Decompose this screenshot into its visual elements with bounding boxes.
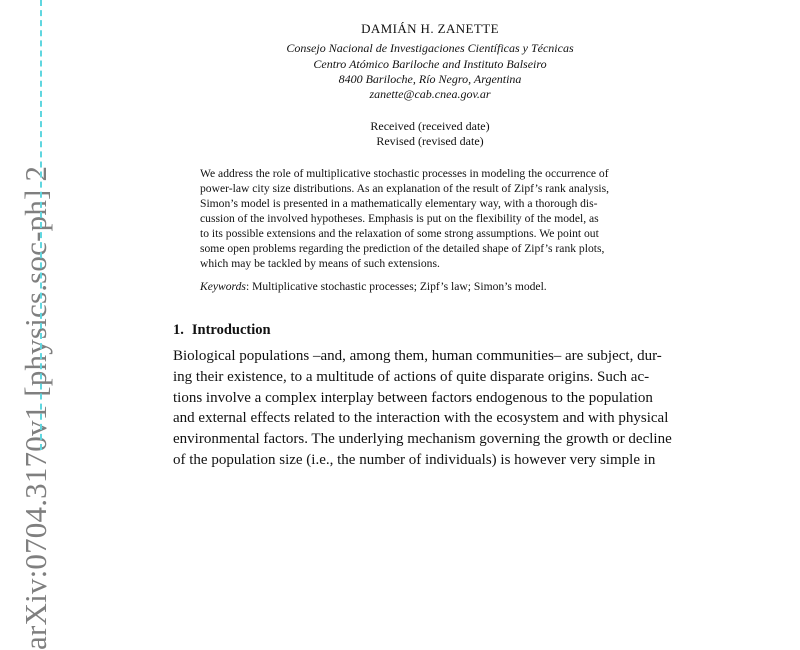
body-line: of the population size (i.e., the number of individuals) is however very simple in bbox=[173, 451, 656, 468]
body-line: Biological populations –and, among them, human communities– are subject, dur- bbox=[173, 348, 662, 364]
abstract-line: cussion of the involved hypotheses. Emphasis is put on the flexibility of the model, as bbox=[200, 212, 599, 225]
body-line: tions involve a complex interplay between factors endogenous to the population bbox=[173, 389, 653, 406]
revised-date: Revised (revised date) bbox=[376, 134, 484, 148]
section-number: 1. bbox=[173, 322, 184, 338]
body-line: environmental factors. The underlying mechanism governing the growth or decline bbox=[173, 431, 672, 448]
keywords bbox=[200, 280, 670, 293]
abstract-line: We address the role of multiplicative stochastic processes in modeling the occurrence of bbox=[200, 167, 609, 180]
keywords-text: : Multiplicative stochastic processes; Zipf’s law; Simon’s model. bbox=[245, 280, 547, 293]
abstract-line: some open problems regarding the prediction of the detailed shape of Zipf’s rank plots, bbox=[200, 242, 605, 255]
abstract bbox=[200, 166, 662, 271]
affiliation-line: Centro Atómico Bariloche and Instituto Balseiro bbox=[313, 57, 547, 71]
abstract-line: which may be tackled by means of such extensions. bbox=[200, 257, 440, 270]
affiliation-line: 8400 Bariloche, Río Negro, Argentina bbox=[338, 72, 522, 86]
affiliation-line: Consejo Nacional de Investigaciones Científicas y Técnicas bbox=[286, 41, 574, 55]
section-heading bbox=[173, 322, 271, 339]
received-date: Received (received date) bbox=[370, 119, 490, 133]
author-email: zanette@cab.cnea.gov.ar bbox=[369, 87, 491, 101]
abstract-line: to its possible extensions and the relaxation of some strong assumptions. We point out bbox=[200, 227, 599, 240]
author-name: DAMIÁN H. ZANETTE bbox=[361, 21, 499, 36]
section-title: Introduction bbox=[191, 322, 271, 338]
section-body bbox=[173, 346, 698, 471]
body-line: and external effects related to the interaction with the ecosystem and with physical bbox=[173, 410, 669, 427]
abstract-line: power-law city size distributions. As an explanation of the result of Zipf’s rank analysis, bbox=[200, 182, 609, 195]
body-line: ing their existence, to a multitude of actions of quite disparate origins. Such ac- bbox=[173, 368, 650, 385]
keywords-label: Keywords bbox=[200, 280, 246, 293]
abstract-line: Simon’s model is presented in a mathematically elementary way, with a thorough dis- bbox=[200, 197, 598, 210]
arxiv-identifier: arXiv:0704.3170v1 [physics.soc-ph] 2 bbox=[18, 165, 53, 650]
